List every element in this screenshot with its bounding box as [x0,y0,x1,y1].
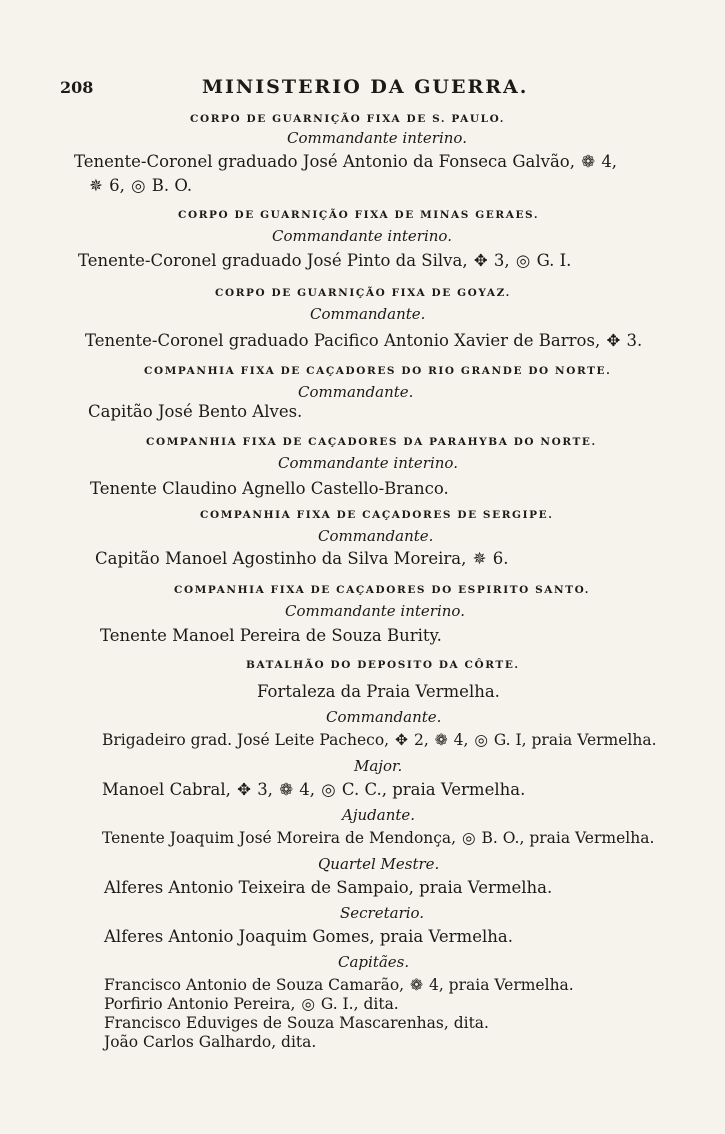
role-heading: Commandante interino. [278,454,458,472]
section-title: COMPANHIA FIXA DE CAÇADORES DO RIO GRANDE DO NORTE. [144,365,612,377]
role-heading: Quartel Mestre. [318,855,440,873]
entry-degree: 3. [626,331,643,350]
rose-order-icon: ❁ [279,780,294,799]
entry-line [102,782,525,799]
section-title: COMPANHIA FIXA DE CAÇADORES DO ESPIRITO SANTO. [174,584,591,596]
entry-text: Tenente-Coronel graduado José Pinto da Silva, [78,251,468,270]
entry-text: Brigadeiro grad. José Leite Pacheco, [102,731,390,749]
entry-degree: 6, [109,176,125,195]
ring-order-icon: ◎ [474,731,488,749]
ring-order-icon: ◎ [462,829,476,847]
page-number: 208 [60,78,94,97]
role-heading: Commandante. [318,527,434,545]
entry-line [102,733,657,749]
ring-order-icon: ◎ [131,176,146,195]
role-heading: Ajudante. [342,806,416,824]
entry-text: Porfirio Antonio Pereira, [104,995,296,1013]
entry-degree: 3, [493,251,510,270]
entry-line [104,997,399,1013]
entry-line [85,333,642,350]
cross-order-icon: ✥ [237,780,251,799]
entry-line: Capitão José Bento Alves. [88,402,303,421]
entry-line: João Carlos Galhardo, dita. [104,1033,317,1051]
role-heading: Secretario. [340,904,425,922]
role-heading: Commandante interino. [272,227,452,245]
entry-text: G. I. [536,251,572,270]
entry-line: Alferes Antonio Teixeira de Sampaio, praia Vermelha. [104,878,553,897]
entry-degree: 6. [492,549,509,568]
entry-line: Tenente Claudino Agnello Castello-Branco. [90,479,449,498]
role-heading: Major. [354,757,403,775]
entry-text: Tenente-Coronel graduado José Antonio da Fonseca Galvão, [74,152,575,171]
ring-order-icon: ◎ [301,995,315,1013]
place-heading: Fortaleza da Praia Vermelha. [257,682,500,701]
role-heading: Capitães. [338,953,410,971]
cross-order-icon: ✥ [606,331,621,350]
running-header: MINISTERIO DA GUERRA. [202,76,529,98]
entry-degree: 2, [413,731,429,749]
entry-line [88,178,192,195]
ring-order-icon: ◎ [515,251,531,270]
entry-text: Tenente-Coronel graduado Pacifico Antonio Xavier de Barros, [85,331,601,350]
entry-text: B. O., praia Vermelha. [481,829,655,847]
entry-line [95,551,508,568]
entry-line: Tenente Manoel Pereira de Souza Burity. [100,626,442,645]
star-order-icon: ✵ [472,549,487,568]
entry-line [78,253,571,270]
role-heading: Commandante. [310,305,426,323]
rose-order-icon: ❁ [581,152,596,171]
entry-text: 4, praia Vermelha. [428,976,574,994]
role-heading: Commandante interino. [287,129,467,147]
role-heading: Commandante. [326,708,442,726]
section-title: CORPO DE GUARNIÇÃO FIXA DE MINAS GERAES. [178,209,540,221]
cross-order-icon: ✥ [473,251,488,270]
entry-text: B. O. [151,176,193,195]
entry-text: Capitão Manoel Agostinho da Silva Moreira, [95,549,467,568]
entry-line [102,831,654,847]
entry-text: G. I, praia Vermelha. [493,731,657,749]
section-title: CORPO DE GUARNIÇÃO FIXA DE S. PAULO. [190,113,506,125]
cross-order-icon: ✥ [395,731,409,749]
rose-order-icon: ❁ [410,976,424,994]
entry-text: C. C., praia Vermelha. [341,780,526,799]
entry-line [104,978,574,994]
star-order-icon: ✵ [89,176,103,195]
entry-degree: 4, [299,780,316,799]
entry-degree: 4, [453,731,469,749]
role-heading: Commandante interino. [285,602,465,620]
entry-degree: 4, [601,152,618,171]
rose-order-icon: ❁ [434,731,448,749]
section-title: CORPO DE GUARNIÇÃO FIXA DE GOYAZ. [215,287,511,299]
entry-line [74,154,617,171]
ring-order-icon: ◎ [321,780,336,799]
section-title: COMPANHIA FIXA DE CAÇADORES DE SERGIPE. [200,509,554,521]
entry-text: G. I., dita. [320,995,399,1013]
section-title: COMPANHIA FIXA DE CAÇADORES DA PARAHYBA DO NORTE. [146,436,597,448]
entry-line: Alferes Antonio Joaquim Gomes, praia Vermelha. [104,927,513,946]
entry-text: Francisco Antonio de Souza Camarão, [104,976,405,994]
entry-degree: 3, [257,780,273,799]
entry-line: Francisco Eduviges de Souza Mascarenhas, dita. [104,1014,489,1032]
entry-text: Manoel Cabral, [102,780,231,799]
role-heading: Commandante. [298,383,414,401]
entry-text: Tenente Joaquim José Moreira de Mendonça, [102,829,457,847]
section-title: BATALHÃO DO DEPOSITO DA CÔRTE. [246,659,520,671]
